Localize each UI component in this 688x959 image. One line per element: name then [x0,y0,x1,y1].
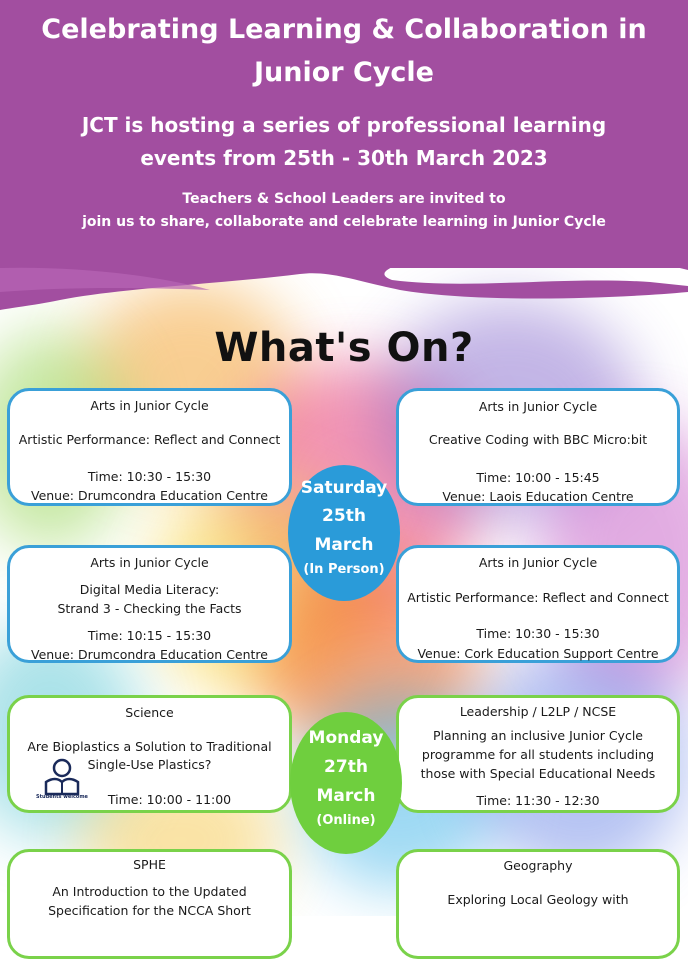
event-title-line2: programme for all students including [421,747,655,762]
student-reading-icon [38,756,86,804]
event-time: Time: 10:30 - 15:30 [476,626,600,641]
page-title-line1: Celebrating Learning & Collaboration in [41,14,647,45]
event-venue: Venue: Cork Education Support Centre [417,646,659,661]
event-time: Time: 10:00 - 15:45 [476,470,600,485]
event-category: Arts in Junior Cycle [90,398,209,413]
date-badge-date: 27th [324,757,368,777]
date-badge-date: 25th [322,506,366,526]
subtitle-line1: JCT is hosting a series of professional learning [81,113,607,137]
date-badge-saturday [288,465,400,601]
event-card-bioplastics [7,695,292,813]
date-badge-month: March [314,535,374,555]
date-badge-month: March [316,786,376,806]
page-title-line2: Junior Cycle [254,57,434,88]
event-time: Time: 10:00 - 11:00 [107,792,232,807]
event-title-line1: Are Bioplastics a Solution to Traditional [27,739,272,754]
event-title-line2: Single-Use Plastics? [87,757,212,772]
brush-stroke-decoration [0,230,688,325]
event-card-artistic-performance-drumcondra [7,388,292,506]
date-badge-mode: (Online) [316,813,376,828]
date-badge-mode: (In Person) [303,562,385,577]
event-category: Leadership / L2LP / NCSE [459,704,617,719]
event-category: Arts in Junior Cycle [478,555,598,570]
date-badge-monday [290,712,402,854]
event-title-line2: Strand 3 - Checking the Facts [57,601,242,616]
event-title-line3: those with Special Educational Needs [420,766,656,781]
event-category: Geography [503,858,573,873]
event-card-geography [396,849,680,959]
subtitle-line2: events from 25th - 30th March 2023 [140,146,548,170]
event-card-sphe [7,849,292,959]
event-time: Time: 10:15 - 15:30 [87,628,212,643]
event-venue: Venue: Laois Education Centre [442,489,634,504]
event-category: Arts in Junior Cycle [90,555,209,570]
event-title-line1: Digital Media Literacy: [79,582,220,597]
event-category: SPHE [133,857,166,872]
section-title-whats-on: What's On? [214,325,474,371]
event-title-line2: Specification for the NCCA Short [48,903,251,918]
event-category: Science [125,705,174,720]
event-card-creative-coding-laois [396,388,680,506]
event-title: Creative Coding with BBC Micro:bit [428,432,648,447]
date-badge-day: Saturday [300,478,388,498]
event-time: Time: 10:30 - 15:30 [87,469,212,484]
event-category: Arts in Junior Cycle [478,399,598,414]
event-card-inclusive-planning [396,695,680,813]
event-card-artistic-performance-cork [396,545,680,663]
invite-text-line1: Teachers & School Leaders are invited to [182,191,506,207]
date-badge-day: Monday [308,728,384,748]
event-card-digital-media-literacy [7,545,292,663]
event-time: Time: 11:30 - 12:30 [476,793,600,808]
event-title-line1: An Introduction to the Updated [52,884,247,899]
event-title-line1: Planning an inclusive Junior Cycle [432,728,643,743]
event-venue: Venue: Drumcondra Education Centre [30,488,268,503]
event-title: Artistic Performance: Reflect and Connect [407,590,669,605]
event-title-line1: Exploring Local Geology with [447,892,629,907]
event-venue: Venue: Drumcondra Education Centre [30,647,268,662]
student-icon-label: Students welcome [36,794,88,800]
event-title: Artistic Performance: Reflect and Connect [18,432,281,447]
invite-text-line2: join us to share, collaborate and celebrate learning in Junior Cycle [82,214,606,230]
